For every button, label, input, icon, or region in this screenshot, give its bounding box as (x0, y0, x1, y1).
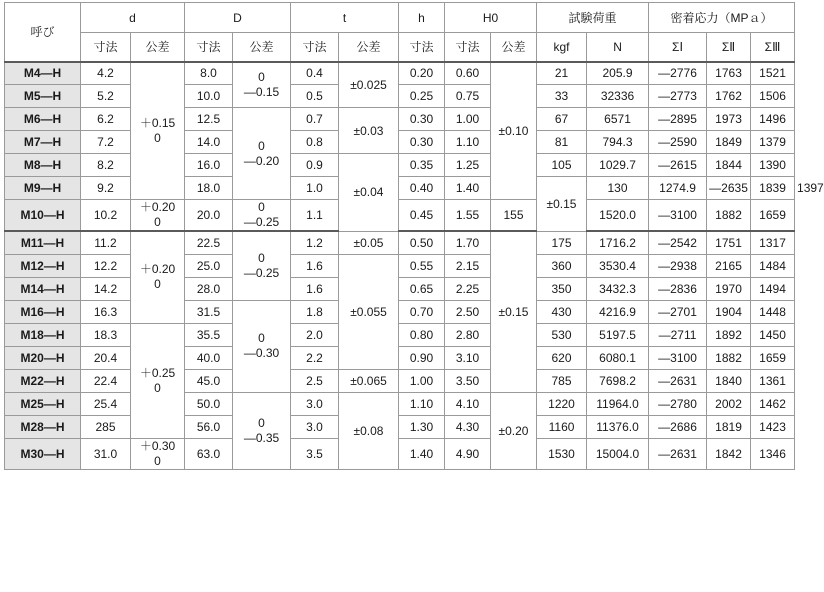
H0-tolerance-group: ±0.20 (491, 392, 537, 469)
cell-sigma-1: —3100 (649, 200, 707, 232)
cell-d: 14.2 (81, 277, 131, 300)
cell-h: 0.90 (399, 346, 445, 369)
cell-D: 8.0 (185, 62, 233, 85)
cell-N: 1029.7 (587, 154, 649, 177)
row-name: M10—H (5, 200, 81, 232)
cell-N: 11964.0 (587, 392, 649, 415)
cell-sigma-1: —2701 (649, 300, 707, 323)
washer-spec-table (4, 2, 824, 470)
cell-H0: 1.00 (445, 108, 491, 131)
cell-sigma-2: 1842 (707, 438, 751, 469)
cell-kgf: 130 (587, 177, 649, 200)
row-name: M7—H (5, 131, 81, 154)
cell-H0: 1.10 (445, 131, 491, 154)
row-name: M16—H (5, 300, 81, 323)
cell-t: 1.8 (291, 300, 339, 323)
row-name: M14—H (5, 277, 81, 300)
cell-H0: 2.15 (445, 254, 491, 277)
cell-h: 1.30 (399, 415, 445, 438)
cell-t: 2.5 (291, 369, 339, 392)
cell-kgf: 33 (537, 85, 587, 108)
cell-D: 22.5 (185, 231, 233, 254)
cell-sigma-1: —2773 (649, 85, 707, 108)
cell-kgf: 175 (537, 231, 587, 254)
cell-D: 16.0 (185, 154, 233, 177)
cell-h: 0.30 (399, 131, 445, 154)
cell-kgf: 1530 (537, 438, 587, 469)
d-tolerance-group: ＋0.25 0 (131, 323, 185, 438)
cell-H0: 2.25 (445, 277, 491, 300)
header-t: t (291, 3, 399, 33)
cell-sigma-3: 1496 (751, 108, 795, 131)
cell-D: 63.0 (185, 438, 233, 469)
cell-kgf: 430 (537, 300, 587, 323)
row-name: M22—H (5, 369, 81, 392)
cell-sigma-1: —2780 (649, 392, 707, 415)
table-row (5, 415, 795, 438)
row-name: M28—H (5, 415, 81, 438)
table-row (5, 254, 795, 277)
cell-h: 0.80 (399, 323, 445, 346)
cell-sigma-2: 1840 (707, 369, 751, 392)
cell-H0: 2.50 (445, 300, 491, 323)
row-name: M11—H (5, 231, 81, 254)
cell-N: 3530.4 (587, 254, 649, 277)
cell-sigma-2: 1839 (751, 177, 795, 200)
cell-d: 10.2 (81, 200, 131, 232)
row-name: M8—H (5, 154, 81, 177)
cell-d: 16.3 (81, 300, 131, 323)
cell-kgf: 530 (537, 323, 587, 346)
cell-kgf: 67 (537, 108, 587, 131)
D-tolerance-group: 0 —0.25 (233, 231, 291, 300)
table-row (5, 392, 795, 415)
cell-D: 56.0 (185, 415, 233, 438)
cell-h: 0.35 (399, 154, 445, 177)
cell-h: 1.10 (399, 392, 445, 415)
cell-sigma-2: 1751 (707, 231, 751, 254)
cell-sigma-1: —2590 (649, 131, 707, 154)
cell-sigma-3: 1361 (751, 369, 795, 392)
cell-h: 0.45 (399, 200, 445, 232)
cell-sigma-3: 1484 (751, 254, 795, 277)
cell-sigma-1: —2542 (649, 231, 707, 254)
cell-kgf: 105 (537, 154, 587, 177)
cell-H0: 1.40 (445, 177, 491, 200)
cell-t: 3.0 (291, 415, 339, 438)
cell-kgf: 1220 (537, 392, 587, 415)
cell-N: 15004.0 (587, 438, 649, 469)
cell-D: 25.0 (185, 254, 233, 277)
d-tolerance-group: ＋0.20 0 (131, 231, 185, 323)
cell-d: 11.2 (81, 231, 131, 254)
cell-sigma-2: 1882 (707, 200, 751, 232)
row-name: M30—H (5, 438, 81, 469)
cell-kgf: 1160 (537, 415, 587, 438)
D-tolerance-group: 0 —0.15 (233, 62, 291, 108)
cell-kgf: 21 (537, 62, 587, 85)
header-name: 呼び (5, 3, 81, 62)
cell-d: 18.3 (81, 323, 131, 346)
cell-sigma-3: 1317 (751, 231, 795, 254)
cell-sigma-2: 2165 (707, 254, 751, 277)
table-row (5, 300, 795, 323)
subheader-D-tolerance: 公差 (233, 33, 291, 62)
cell-sigma-2: 1892 (707, 323, 751, 346)
table-row (5, 438, 795, 469)
cell-N: 205.9 (587, 62, 649, 85)
table-row (5, 108, 795, 131)
cell-t: 1.0 (291, 177, 339, 200)
cell-N: 1520.0 (587, 200, 649, 232)
H0-tolerance-group: ±0.15 (491, 231, 537, 392)
cell-h: 1.00 (399, 369, 445, 392)
cell-sigma-2: 1762 (707, 85, 751, 108)
t-tolerance-group: ±0.05 (339, 231, 399, 254)
cell-sigma-2: 1904 (707, 300, 751, 323)
cell-sigma-1: —3100 (649, 346, 707, 369)
cell-sigma-3: 1448 (751, 300, 795, 323)
cell-D: 14.0 (185, 131, 233, 154)
cell-h: 0.70 (399, 300, 445, 323)
cell-N: 1274.9 (649, 177, 707, 200)
cell-t: 2.0 (291, 323, 339, 346)
row-name: M18—H (5, 323, 81, 346)
cell-H0: 2.80 (445, 323, 491, 346)
H0-tolerance-group: ±0.15 (537, 177, 587, 232)
cell-sigma-3: 1423 (751, 415, 795, 438)
cell-h: 0.40 (399, 177, 445, 200)
cell-N: 3432.3 (587, 277, 649, 300)
table-row (5, 231, 795, 254)
cell-sigma-1: —2711 (649, 323, 707, 346)
cell-t: 1.6 (291, 277, 339, 300)
t-tolerance-group: ±0.08 (339, 392, 399, 469)
table-row (5, 200, 795, 232)
cell-d: 31.0 (81, 438, 131, 469)
cell-sigma-3: 1346 (751, 438, 795, 469)
cell-H0: 4.30 (445, 415, 491, 438)
cell-d: 285 (81, 415, 131, 438)
cell-D: 31.5 (185, 300, 233, 323)
cell-d: 20.4 (81, 346, 131, 369)
cell-d: 7.2 (81, 131, 131, 154)
cell-sigma-3: 1506 (751, 85, 795, 108)
header-D: D (185, 3, 291, 33)
cell-sigma-1: —2895 (649, 108, 707, 131)
d-tolerance-group: ＋0.15 0 (131, 62, 185, 200)
cell-D: 45.0 (185, 369, 233, 392)
cell-t: 3.5 (291, 438, 339, 469)
cell-sigma-2: 1844 (707, 154, 751, 177)
table-row (5, 131, 795, 154)
cell-D: 40.0 (185, 346, 233, 369)
cell-sigma-1: —2776 (649, 62, 707, 85)
cell-sigma-2: 1970 (707, 277, 751, 300)
cell-d: 22.4 (81, 369, 131, 392)
cell-d: 12.2 (81, 254, 131, 277)
cell-h: 0.55 (399, 254, 445, 277)
cell-t: 0.9 (291, 154, 339, 177)
cell-h: 0.30 (399, 108, 445, 131)
table-row (5, 154, 795, 177)
cell-sigma-2: 1973 (707, 108, 751, 131)
cell-sigma-3: 1659 (751, 200, 795, 232)
D-tolerance-group: 0 —0.20 (233, 108, 291, 200)
subheader-D-size: 寸法 (185, 33, 233, 62)
D-tolerance-group: 0 —0.35 (233, 392, 291, 469)
d-tolerance-group: ＋0.20 0 (131, 200, 185, 232)
cell-D: 20.0 (185, 200, 233, 232)
subheader-sigma-1: ΣⅠ (649, 33, 707, 62)
header-H0: H0 (445, 3, 537, 33)
cell-d: 8.2 (81, 154, 131, 177)
header-test-load: 試験荷重 (537, 3, 649, 33)
table-row (5, 85, 795, 108)
cell-sigma-3: 1390 (751, 154, 795, 177)
table-row (5, 277, 795, 300)
row-name: M5—H (5, 85, 81, 108)
D-tolerance-group: 0 —0.30 (233, 300, 291, 392)
cell-sigma-1: —2631 (649, 438, 707, 469)
cell-t: 0.7 (291, 108, 339, 131)
cell-sigma-2: 1882 (707, 346, 751, 369)
cell-t: 1.2 (291, 231, 339, 254)
cell-H0: 1.25 (445, 154, 491, 177)
cell-sigma-2: 2002 (707, 392, 751, 415)
cell-d: 25.4 (81, 392, 131, 415)
cell-N: 5197.5 (587, 323, 649, 346)
cell-kgf: 155 (491, 200, 537, 232)
row-name: M20—H (5, 346, 81, 369)
cell-sigma-2: 1763 (707, 62, 751, 85)
table-row (5, 369, 795, 392)
subheader-H0-size: 寸法 (445, 33, 491, 62)
row-name: M25—H (5, 392, 81, 415)
t-tolerance-group: ±0.065 (339, 369, 399, 392)
cell-h: 0.20 (399, 62, 445, 85)
header-contact-stress: 密着応力（MPａ） (649, 3, 795, 33)
subheader-sigma-2: ΣⅡ (707, 33, 751, 62)
cell-D: 35.5 (185, 323, 233, 346)
cell-t: 2.2 (291, 346, 339, 369)
cell-H0: 1.70 (445, 231, 491, 254)
subheader-H0-tolerance: 公差 (491, 33, 537, 62)
table-row (5, 62, 795, 85)
cell-sigma-3: 1462 (751, 392, 795, 415)
subheader-sigma-3: ΣⅢ (751, 33, 795, 62)
cell-D: 50.0 (185, 392, 233, 415)
cell-N: 6571 (587, 108, 649, 131)
cell-h: 0.50 (399, 231, 445, 254)
cell-sigma-1: —2836 (649, 277, 707, 300)
cell-H0: 4.10 (445, 392, 491, 415)
row-name: M12—H (5, 254, 81, 277)
cell-sigma-1: —2686 (649, 415, 707, 438)
t-tolerance-group: ±0.055 (339, 254, 399, 369)
cell-D: 28.0 (185, 277, 233, 300)
cell-N: 794.3 (587, 131, 649, 154)
cell-N: 1716.2 (587, 231, 649, 254)
subheader-d-size: 寸法 (81, 33, 131, 62)
cell-D: 18.0 (185, 177, 233, 200)
cell-sigma-2: 1849 (707, 131, 751, 154)
cell-H0: 0.75 (445, 85, 491, 108)
cell-sigma-3: 1494 (751, 277, 795, 300)
cell-H0: 3.10 (445, 346, 491, 369)
cell-t: 3.0 (291, 392, 339, 415)
cell-D: 12.5 (185, 108, 233, 131)
subheader-N: N (587, 33, 649, 62)
cell-t: 1.6 (291, 254, 339, 277)
cell-kgf: 350 (537, 277, 587, 300)
cell-sigma-1: —2615 (649, 154, 707, 177)
subheader-d-tolerance: 公差 (131, 33, 185, 62)
cell-kgf: 81 (537, 131, 587, 154)
cell-sigma-1: —2938 (649, 254, 707, 277)
row-name: M9—H (5, 177, 81, 200)
header-h: h (399, 3, 445, 33)
cell-H0: 1.55 (445, 200, 491, 232)
subheader-h-size: 寸法 (399, 33, 445, 62)
cell-h: 0.65 (399, 277, 445, 300)
D-tolerance-group: 0 —0.25 (233, 200, 291, 232)
cell-H0: 3.50 (445, 369, 491, 392)
cell-h: 0.25 (399, 85, 445, 108)
cell-kgf: 785 (537, 369, 587, 392)
cell-d: 6.2 (81, 108, 131, 131)
cell-d: 4.2 (81, 62, 131, 85)
cell-H0: 4.90 (445, 438, 491, 469)
table-row (5, 346, 795, 369)
t-tolerance-group: ±0.03 (339, 108, 399, 154)
cell-N: 7698.2 (587, 369, 649, 392)
subheader-kgf: kgf (537, 33, 587, 62)
cell-kgf: 360 (537, 254, 587, 277)
t-tolerance-group: ±0.025 (339, 62, 399, 108)
d-tolerance-group: ＋0.30 0 (131, 438, 185, 469)
cell-sigma-3: 1450 (751, 323, 795, 346)
subheader-t-tolerance: 公差 (339, 33, 399, 62)
H0-tolerance-group: ±0.10 (491, 62, 537, 200)
cell-H0: 0.60 (445, 62, 491, 85)
cell-t: 0.8 (291, 131, 339, 154)
t-tolerance-group: ±0.04 (339, 154, 399, 232)
cell-t: 0.5 (291, 85, 339, 108)
subheader-t-size: 寸法 (291, 33, 339, 62)
cell-D: 10.0 (185, 85, 233, 108)
cell-N: 32336 (587, 85, 649, 108)
cell-sigma-3: 1521 (751, 62, 795, 85)
cell-h: 1.40 (399, 438, 445, 469)
row-name: M4—H (5, 62, 81, 85)
cell-sigma-3: 1379 (751, 131, 795, 154)
cell-sigma-1: —2635 (707, 177, 751, 200)
table-row: M9—H 9.2 18.0 1.0 0.40 1.40 ±0.15 130 1274.9 —2635 1839 1397 (5, 177, 795, 200)
cell-t: 0.4 (291, 62, 339, 85)
cell-sigma-1: —2631 (649, 369, 707, 392)
cell-sigma-3: 1659 (751, 346, 795, 369)
cell-N: 4216.9 (587, 300, 649, 323)
cell-d: 9.2 (81, 177, 131, 200)
cell-N: 6080.1 (587, 346, 649, 369)
cell-N: 11376.0 (587, 415, 649, 438)
row-name: M6—H (5, 108, 81, 131)
cell-d: 5.2 (81, 85, 131, 108)
cell-sigma-2: 1819 (707, 415, 751, 438)
cell-t: 1.1 (291, 200, 339, 232)
header-d: d (81, 3, 185, 33)
table-row (5, 323, 795, 346)
cell-kgf: 620 (537, 346, 587, 369)
